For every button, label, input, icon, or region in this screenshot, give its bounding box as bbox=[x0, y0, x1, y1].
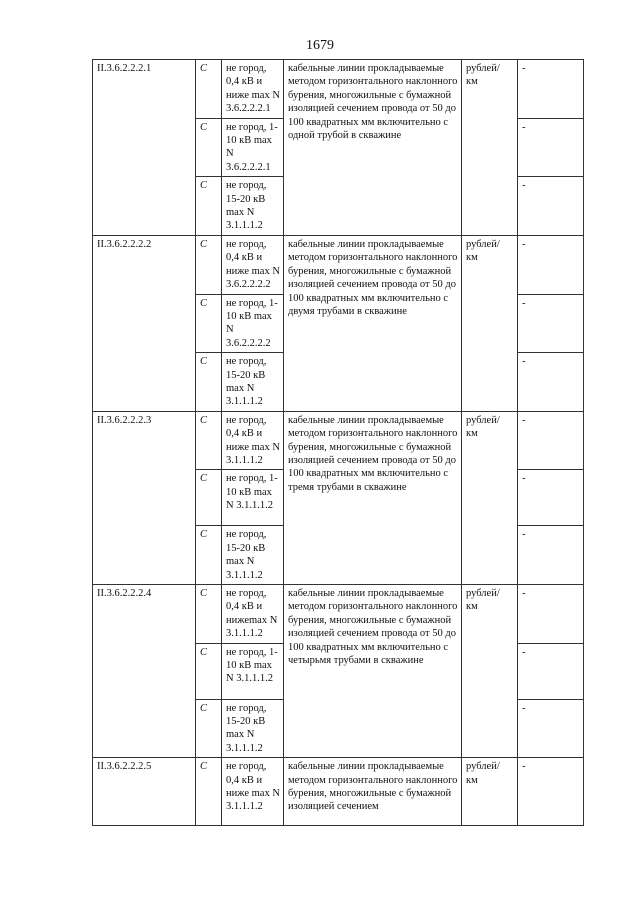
location-voltage: не город, 15-20 кВ max N 3.1.1.1.2 bbox=[222, 699, 284, 758]
unit: рублей/ км bbox=[462, 60, 518, 236]
rate-value: - bbox=[518, 526, 584, 585]
item-code: II.3.6.2.2.2.2 bbox=[93, 235, 196, 411]
category-letter: С bbox=[196, 353, 222, 412]
rate-value: - bbox=[518, 411, 584, 470]
rate-value: - bbox=[518, 470, 584, 526]
rate-value: - bbox=[518, 585, 584, 644]
category-letter: С bbox=[196, 118, 222, 177]
category-letter: С bbox=[196, 470, 222, 526]
category-letter: С bbox=[196, 294, 222, 353]
rate-value: - bbox=[518, 60, 584, 119]
category-letter: С bbox=[196, 411, 222, 470]
location-voltage: не город, 0,4 кВ и ниже max N 3.1.1.1.2 bbox=[222, 758, 284, 826]
category-letter: С bbox=[196, 60, 222, 119]
unit: рублей/ км bbox=[462, 411, 518, 584]
page-number: 1679 bbox=[306, 38, 334, 53]
item-description: кабельные линии прокладываемые методом горизонтального наклонного бурения, многожильные с бумажной изоляцией сечением bbox=[284, 758, 462, 826]
location-voltage: не город, 0,4 кВ и ниже max N 3.1.1.1.2 bbox=[222, 411, 284, 470]
item-description: кабельные линии прокладываемые методом горизонтального наклонного бурения, многожильные с бумажной изоляцией сечением провода от 50 до 100 квадратных мм включительно с двумя трубами в скважине bbox=[284, 235, 462, 411]
unit: рублей/ км bbox=[462, 758, 518, 826]
location-voltage: не город, 0,4 кВ и ниже max N 3.6.2.2.2.1 bbox=[222, 60, 284, 119]
unit: рублей/ км bbox=[462, 585, 518, 758]
item-code: II.3.6.2.2.2.4 bbox=[93, 585, 196, 758]
item-description: кабельные линии прокладываемые методом горизонтального наклонного бурения, многожильные с бумажной изоляцией сечением провода от 50 до 100 квадратных мм включительно с одной трубой в скважине bbox=[284, 60, 462, 236]
location-voltage: не город, 15-20 кВ max N 3.1.1.1.2 bbox=[222, 526, 284, 585]
unit: рублей/ км bbox=[462, 235, 518, 411]
tariff-table-body bbox=[93, 60, 584, 826]
location-voltage: не город, 15-20 кВ max N 3.1.1.1.2 bbox=[222, 177, 284, 236]
category-letter: С bbox=[196, 699, 222, 758]
location-voltage: не город, 1-10 кВ max N 3.1.1.1.2 bbox=[222, 470, 284, 526]
tariff-table bbox=[92, 59, 584, 826]
rate-value: - bbox=[518, 294, 584, 353]
table-row bbox=[93, 585, 584, 644]
rate-value: - bbox=[518, 353, 584, 412]
category-letter: С bbox=[196, 177, 222, 236]
item-description: кабельные линии прокладываемые методом горизонтального наклонного бурения, многожильные с бумажной изоляцией сечением провода от 50 до 100 квадратных мм включительно с четырьмя трубами в скважине bbox=[284, 585, 462, 758]
table-row bbox=[93, 235, 584, 294]
rate-value: - bbox=[518, 235, 584, 294]
location-voltage: не город, 0,4 кВ и ниже max N 3.6.2.2.2.2 bbox=[222, 235, 284, 294]
rate-value: - bbox=[518, 643, 584, 699]
category-letter: С bbox=[196, 758, 222, 826]
location-voltage: не город, 1-10 кВ max N 3.1.1.1.2 bbox=[222, 643, 284, 699]
location-voltage: не город, 0,4 кВ и нижеmax N 3.1.1.1.2 bbox=[222, 585, 284, 644]
item-code: II.3.6.2.2.2.5 bbox=[93, 758, 196, 826]
location-voltage: не город, 1-10 кВ max N 3.6.2.2.2.2 bbox=[222, 294, 284, 353]
category-letter: С bbox=[196, 585, 222, 644]
table-row bbox=[93, 411, 584, 470]
rate-value: - bbox=[518, 118, 584, 177]
rate-value: - bbox=[518, 758, 584, 826]
rate-value: - bbox=[518, 699, 584, 758]
table-row bbox=[93, 60, 584, 119]
location-voltage: не город, 15-20 кВ max N 3.1.1.1.2 bbox=[222, 353, 284, 412]
category-letter: С bbox=[196, 235, 222, 294]
rate-value: - bbox=[518, 177, 584, 236]
category-letter: С bbox=[196, 643, 222, 699]
item-code: II.3.6.2.2.2.1 bbox=[93, 60, 196, 236]
item-code: II.3.6.2.2.2.3 bbox=[93, 411, 196, 584]
location-voltage: не город, 1-10 кВ max N 3.6.2.2.2.1 bbox=[222, 118, 284, 177]
table-row bbox=[93, 758, 584, 826]
category-letter: С bbox=[196, 526, 222, 585]
item-description: кабельные линии прокладываемые методом горизонтального наклонного бурения, многожильные с бумажной изоляцией сечением провода от 50 до 100 квадратных мм включительно с тремя трубами в скважине bbox=[284, 411, 462, 584]
